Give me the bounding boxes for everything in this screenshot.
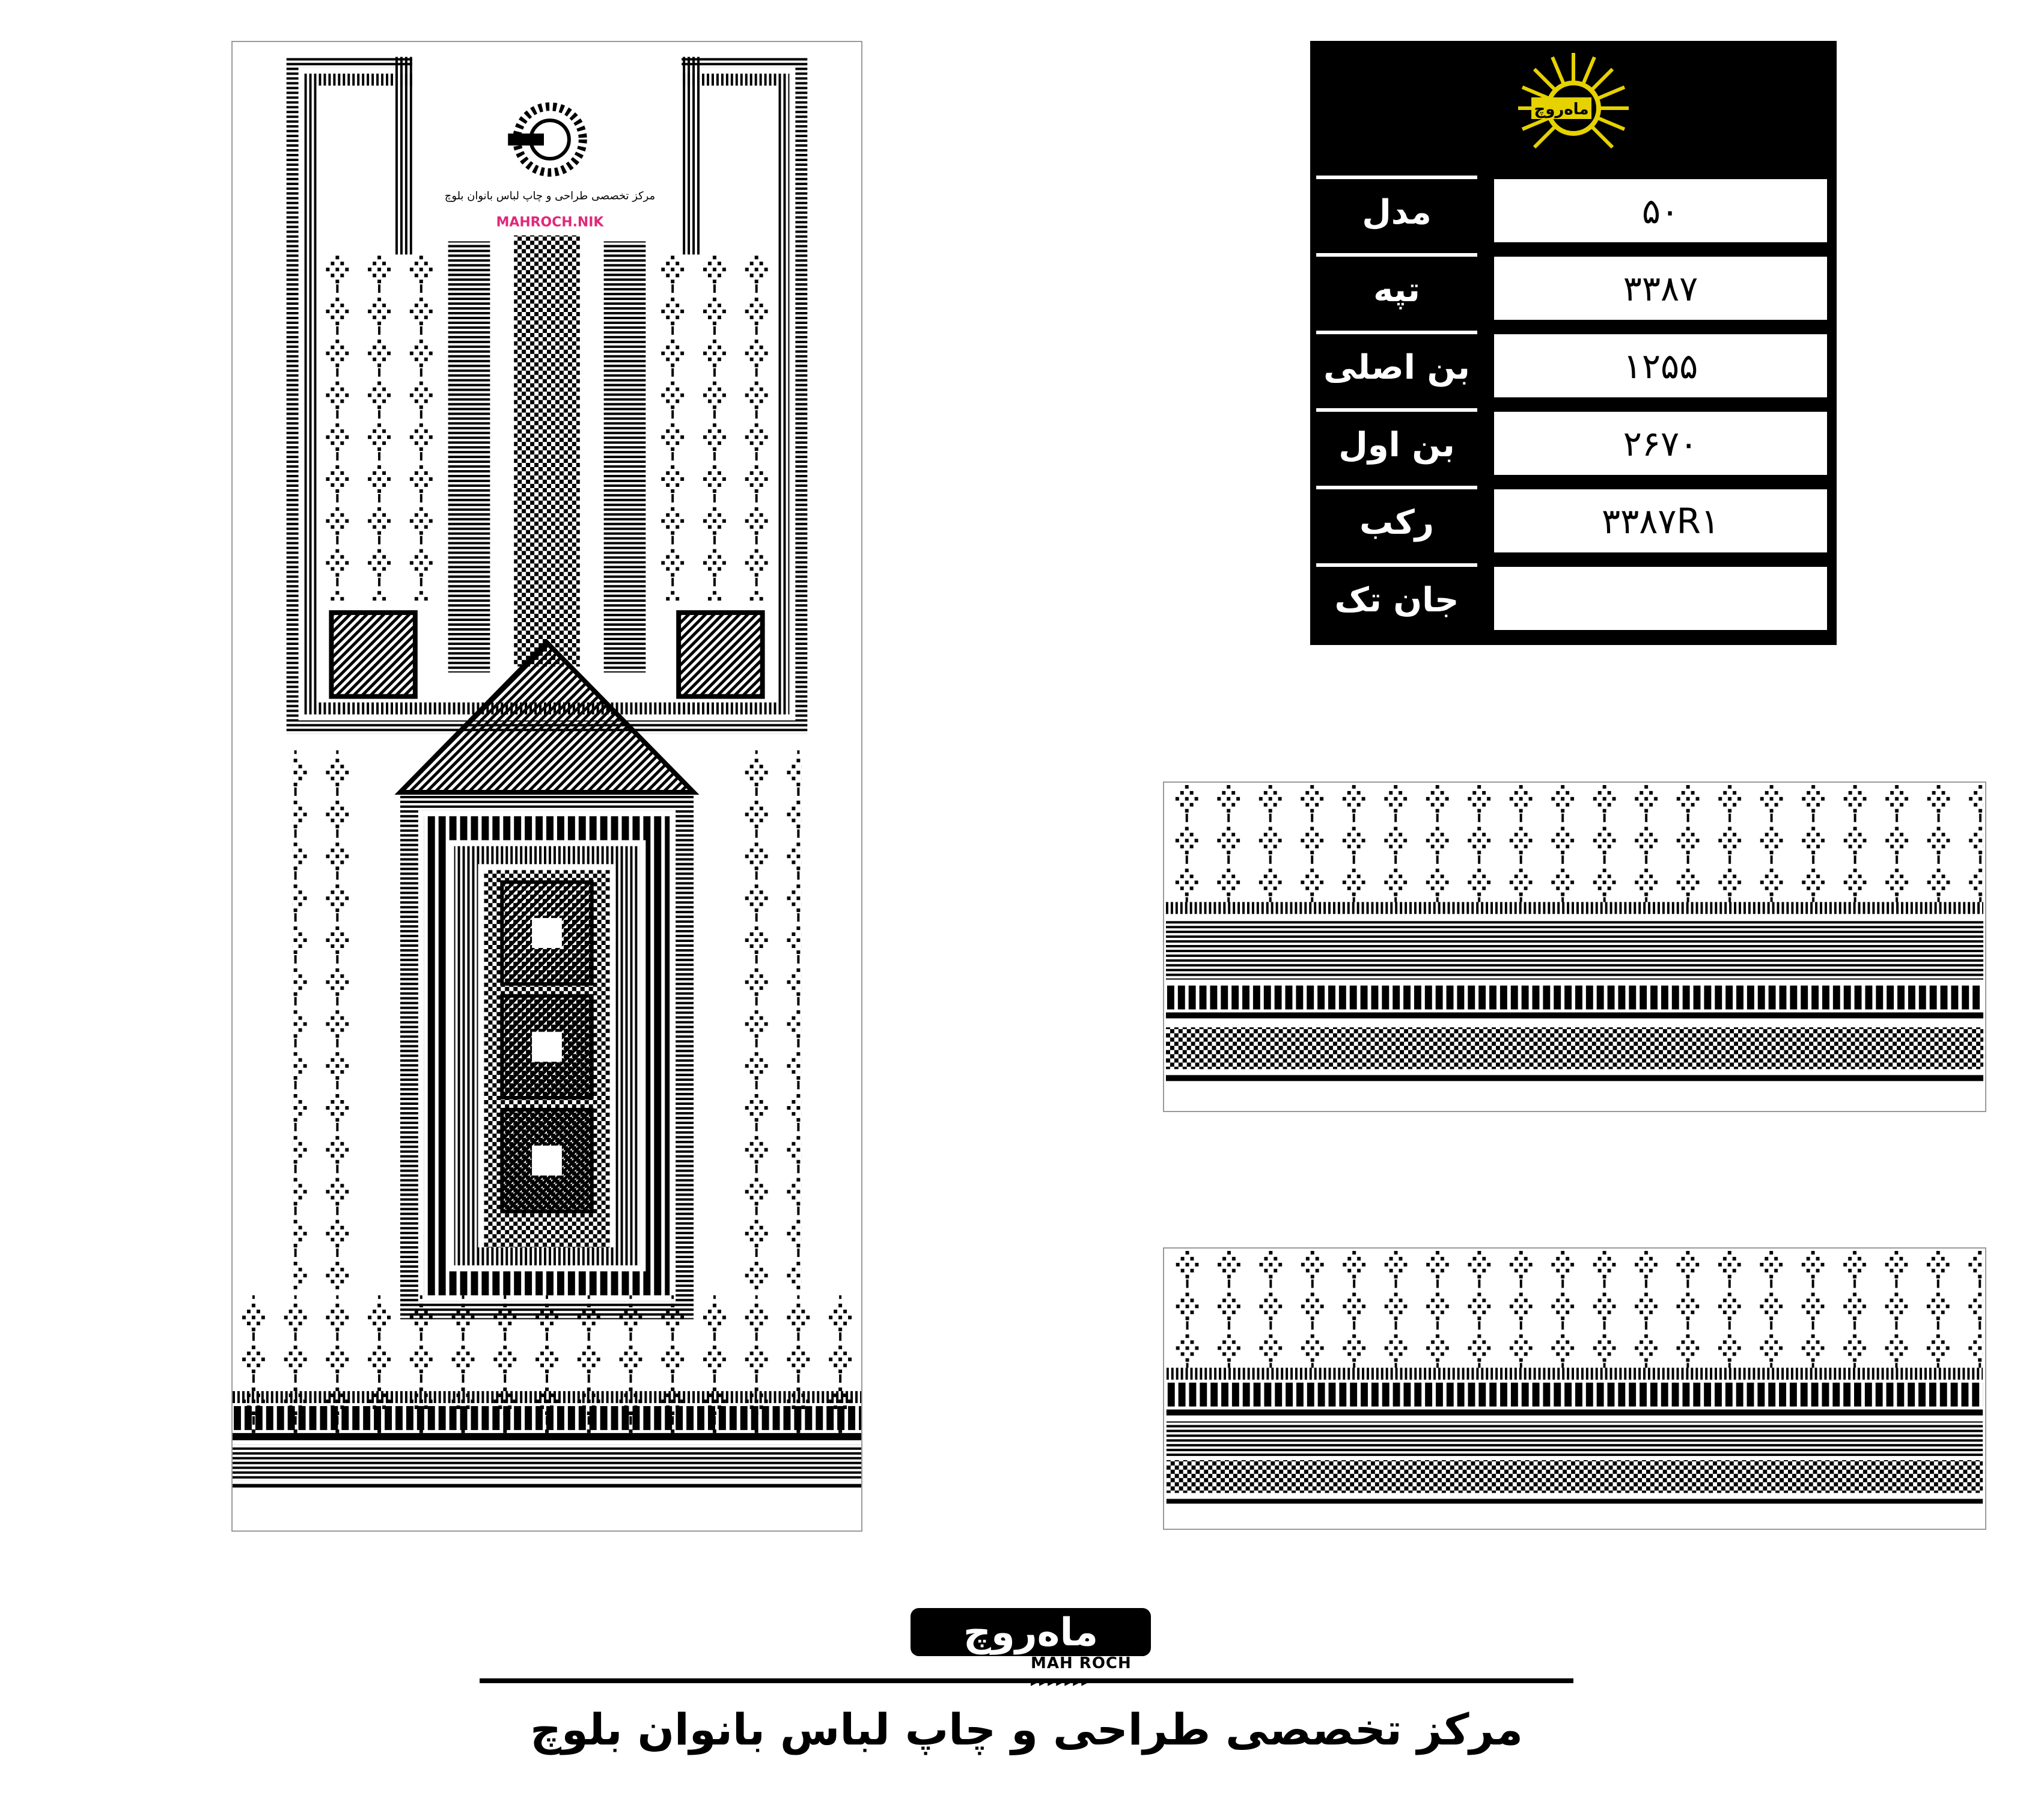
- spec-row-tapeh: [1310, 249, 1837, 327]
- spec-label: مدل: [1316, 176, 1477, 246]
- brand-logo-text: ماه‌روچ: [963, 1610, 1099, 1655]
- spec-label: تپه: [1316, 253, 1477, 323]
- spec-row-model: [1310, 172, 1837, 249]
- spec-logo-area: [1310, 41, 1837, 172]
- spec-row-rekab: [1310, 482, 1837, 560]
- spec-row-jan-tak: [1310, 560, 1837, 637]
- spec-row-first-base: [1310, 405, 1837, 482]
- border-pattern-top-art: [1164, 783, 1985, 1111]
- spec-row-main-base: [1310, 327, 1837, 405]
- spec-label: بن اصلی: [1316, 331, 1477, 401]
- dress-pattern-art: [233, 42, 861, 1530]
- footer-divider: [480, 1678, 1573, 1683]
- spec-table: [1310, 41, 1837, 645]
- spec-value: ۲۶۷۰: [1490, 408, 1831, 479]
- panel-address-text: مرکز تخصصی طراحی و چاپ لباس بانوان بلوچ: [444, 189, 656, 203]
- border-pattern-bottom-art: [1164, 1249, 1985, 1529]
- spec-logo-text: ماه‌روچ: [1534, 100, 1589, 118]
- spec-value: [1490, 563, 1831, 634]
- brand-latin-name: MAH ROCH: [1031, 1654, 1132, 1672]
- spec-label: بن اول: [1316, 408, 1477, 479]
- footer-tagline: مرکز تخصصی طراحی و چاپ لباس بانوان بلوچ: [530, 1704, 1523, 1755]
- dress-pattern-panel: [231, 41, 862, 1532]
- spec-value: ۳۳۸۷: [1490, 253, 1831, 323]
- spec-value: ۱۲۵۵: [1490, 331, 1831, 401]
- border-pattern-top-panel: [1163, 781, 1986, 1112]
- spec-value: ۵۰: [1490, 176, 1831, 246]
- border-pattern-bottom-panel: [1163, 1247, 1986, 1530]
- spec-label: جان تک: [1316, 563, 1477, 634]
- spec-label: رکب: [1316, 486, 1477, 556]
- spec-value: ۳۳۸۷R۱: [1490, 486, 1831, 556]
- sun-logo-icon: [1310, 41, 1837, 172]
- panel-instagram-text: MAHROCH.NIK: [496, 215, 604, 230]
